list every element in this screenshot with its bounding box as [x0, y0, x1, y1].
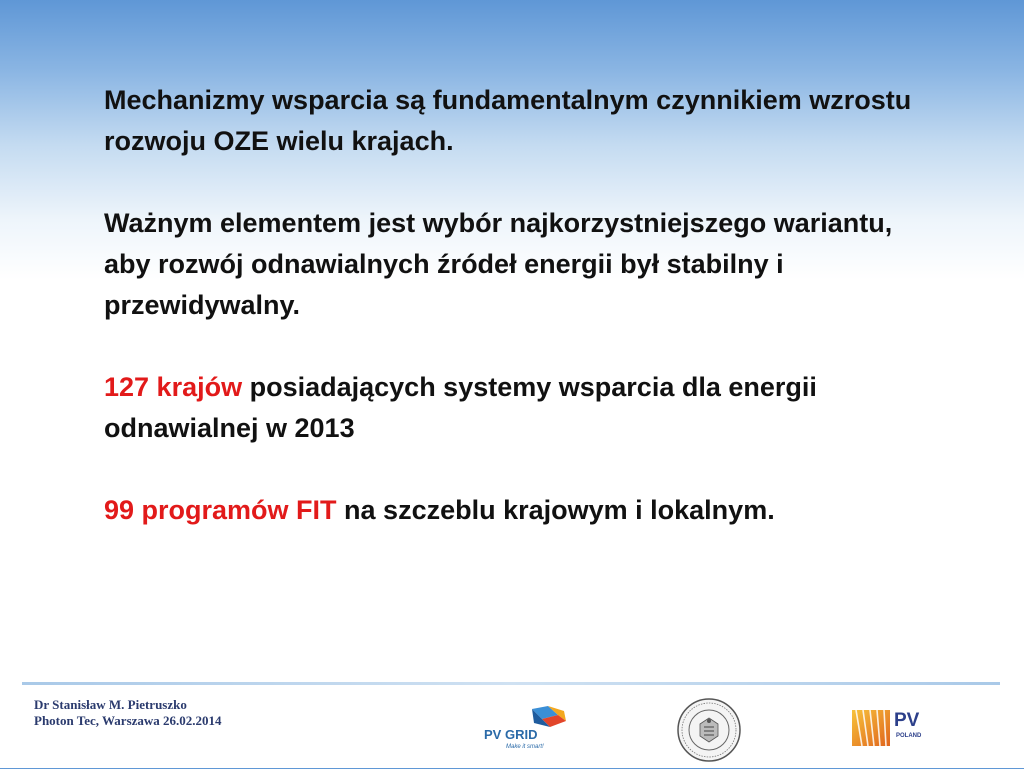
- footer-author: [34, 697, 222, 729]
- pvpoland-name: PV: [894, 710, 920, 731]
- footer-divider: [22, 682, 1000, 685]
- author-affiliation-date: Photon Tec, Warszawa 26.02.2014: [34, 713, 222, 728]
- author-name: Dr Stanisław M. Pietruszko: [34, 697, 187, 712]
- paragraph-important-element-text: Ważnym elementem jest wybór najkorzystniejszego wariantu, aby rozwój odnawialnych źródeł energii był stabilny i przewidywalny.: [104, 208, 893, 320]
- pvgrid-logo: [484, 705, 574, 757]
- pvgrid-name: PV GRID: [484, 727, 538, 742]
- pvpoland-logo: [852, 708, 926, 748]
- pvgrid-tagline: Make it smart!: [506, 744, 544, 750]
- university-seal-icon: [676, 696, 742, 764]
- countries-count-highlight: 127 krajów: [104, 372, 243, 402]
- paragraph-important-element: [104, 203, 924, 326]
- paragraph-mechanisms: [104, 80, 924, 162]
- paragraph-fit-programs: [104, 490, 924, 531]
- slide-body: [104, 80, 924, 531]
- paragraph-mechanisms-text: Mechanizmy wsparcia są fundamentalnym czynnikiem wzrostu rozwoju OZE wielu krajach.: [104, 85, 912, 156]
- university-seal-logo: [676, 696, 742, 764]
- countries-text: posiadających systemy wsparcia dla energii odnawialnej w 2013: [104, 372, 817, 443]
- sun-rays-icon: [852, 710, 890, 746]
- paragraph-countries: [104, 367, 924, 449]
- pvpoland-subtitle: POLAND: [896, 733, 922, 739]
- fit-programs-highlight: 99 programów FIT: [104, 495, 337, 525]
- fit-programs-text: na szczeblu krajowym i lokalnym.: [336, 495, 775, 525]
